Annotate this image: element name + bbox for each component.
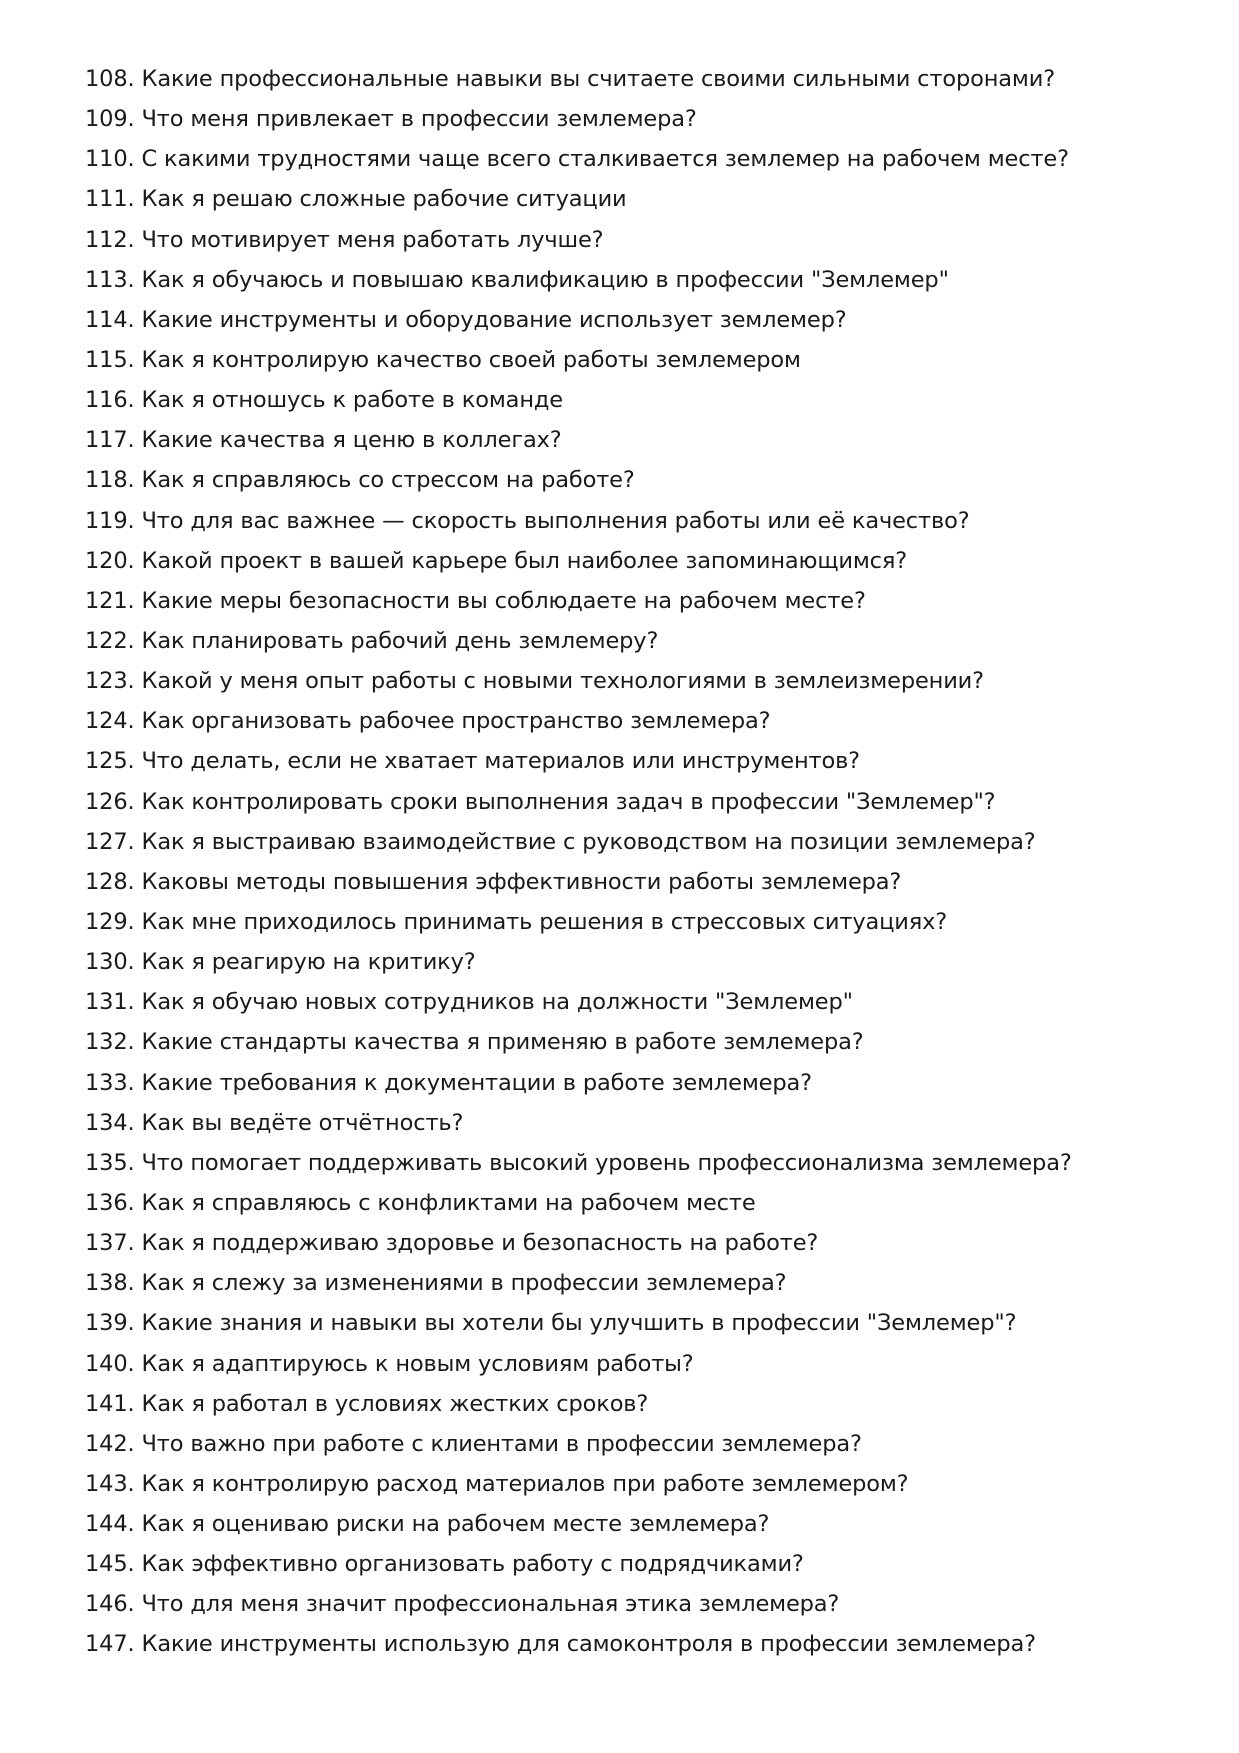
- question-item-138: 138. Как я слежу за изменениями в профессии землемера?: [85, 1270, 787, 1297]
- question-item-140: 140. Как я адаптируюсь к новым условиям работы?: [85, 1350, 694, 1377]
- question-item-109: 109. Что меня привлекает в профессии землемера?: [85, 106, 697, 133]
- question-list: [85, 62, 1072, 1668]
- question-item-130: 130. Как я реагирую на критику?: [85, 949, 476, 976]
- question-item-124: 124. Как организовать рабочее пространство землемера?: [85, 708, 771, 735]
- question-item-147: 147. Какие инструменты использую для самоконтроля в профессии землемера?: [85, 1631, 1036, 1658]
- question-item-122: 122. Как планировать рабочий день землемеру?: [85, 627, 659, 654]
- question-item-128: 128. Каковы методы повышения эффективности работы землемера?: [85, 868, 902, 895]
- question-item-118: 118. Как я справляюсь со стрессом на работе?: [85, 467, 635, 494]
- question-item-144: 144. Как я оцениваю риски на рабочем месте землемера?: [85, 1511, 770, 1538]
- question-item-142: 142. Что важно при работе с клиентами в профессии землемера?: [85, 1430, 862, 1457]
- question-item-127: 127. Как я выстраиваю взаимодействие с руководством на позиции землемера?: [85, 828, 1036, 855]
- question-item-111: 111. Как я решаю сложные рабочие ситуации: [85, 186, 627, 213]
- question-item-126: 126. Как контролировать сроки выполнения задач в профессии "Землемер"?: [85, 788, 996, 815]
- question-item-143: 143. Как я контролирую расход материалов при работе землемером?: [85, 1470, 909, 1497]
- question-item-137: 137. Как я поддерживаю здоровье и безопасность на работе?: [85, 1230, 819, 1257]
- question-item-110: 110. С какими трудностями чаще всего сталкивается землемер на рабочем месте?: [85, 146, 1069, 173]
- question-item-141: 141. Как я работал в условиях жестких сроков?: [85, 1390, 649, 1417]
- question-item-117: 117. Какие качества я ценю в коллегах?: [85, 427, 562, 454]
- question-item-119: 119. Что для вас важнее — скорость выполнения работы или её качество?: [85, 507, 970, 534]
- question-item-120: 120. Какой проект в вашей карьере был наиболее запоминающимся?: [85, 547, 908, 574]
- question-item-125: 125. Что делать, если не хватает материалов или инструментов?: [85, 748, 860, 775]
- question-item-136: 136. Как я справляюсь с конфликтами на рабочем месте: [85, 1189, 756, 1216]
- question-item-121: 121. Какие меры безопасности вы соблюдаете на рабочем месте?: [85, 587, 866, 614]
- question-item-133: 133. Какие требования к документации в работе землемера?: [85, 1069, 812, 1096]
- question-item-145: 145. Как эффективно организовать работу с подрядчиками?: [85, 1551, 804, 1578]
- question-item-116: 116. Как я отношусь к работе в команде: [85, 387, 563, 414]
- question-item-115: 115. Как я контролирую качество своей работы землемером: [85, 346, 801, 373]
- question-item-108: 108. Какие профессиональные навыки вы считаете своими сильными сторонами?: [85, 66, 1055, 92]
- question-item-114: 114. Какие инструменты и оборудование использует землемер?: [85, 306, 847, 333]
- question-item-146: 146. Что для меня значит профессиональная этика землемера?: [85, 1591, 840, 1618]
- question-item-134: 134. Как вы ведёте отчётность?: [85, 1109, 464, 1136]
- question-item-113: 113. Как я обучаюсь и повышаю квалификацию в профессии "Землемер": [85, 266, 949, 293]
- question-item-132: 132. Какие стандарты качества я применяю в работе землемера?: [85, 1029, 864, 1056]
- question-item-112: 112. Что мотивирует меня работать лучше?: [85, 226, 604, 253]
- question-item-139: 139. Какие знания и навыки вы хотели бы улучшить в профессии "Землемер"?: [85, 1310, 1017, 1337]
- question-item-135: 135. Что помогает поддерживать высокий уровень профессионализма землемера?: [85, 1149, 1072, 1176]
- question-item-129: 129. Как мне приходилось принимать решения в стрессовых ситуациях?: [85, 908, 948, 935]
- question-item-131: 131. Как я обучаю новых сотрудников на должности "Землемер": [85, 989, 853, 1016]
- question-item-123: 123. Какой у меня опыт работы с новыми технологиями в землеизмерении?: [85, 668, 984, 695]
